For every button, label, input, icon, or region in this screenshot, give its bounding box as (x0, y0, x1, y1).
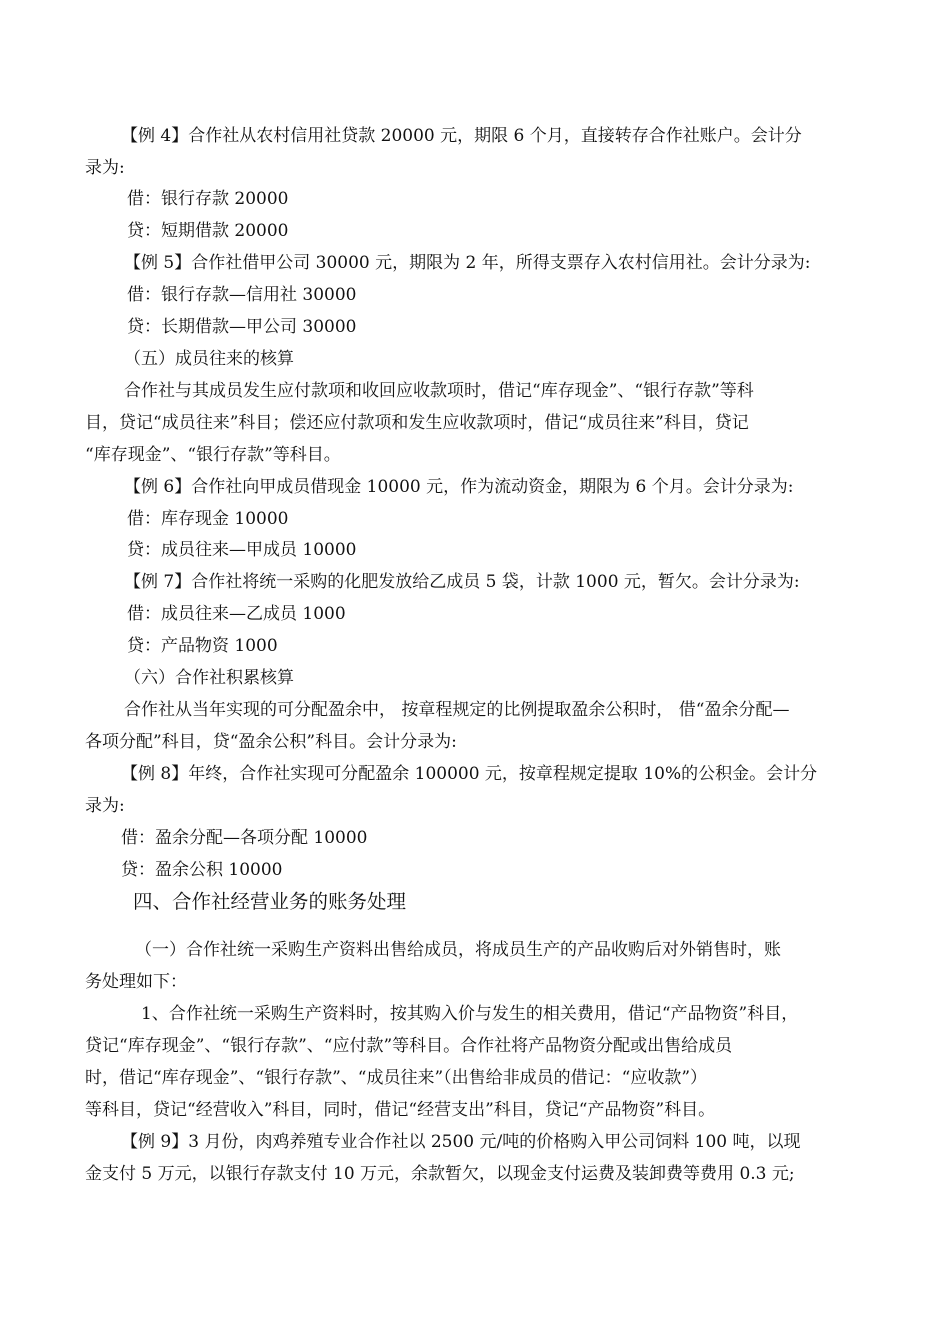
text-line: “库存现金”、“银行存款”等科目。 (85, 445, 341, 465)
text-line: 金支付 5 万元，以银行存款支付 10 万元，余款暂欠，以现金支付运费及装卸费等费用 0.3 元; (85, 1164, 795, 1184)
text-line: 录为: (85, 796, 125, 816)
text-line: 务处理如下： (85, 972, 187, 992)
text-line: 【例 7】合作社将统一采购的化肥发放给乙成员 5 袋，计款 1000 元，暂欠。会计分录为: (124, 572, 800, 592)
text-line: 【例 5】合作社借甲公司 30000 元，期限为 2 年，所得支票存入农村信用社。会计分录为: (124, 253, 811, 273)
text-line: 【例 6】合作社向甲成员借现金 10000 元，作为流动资金，期限为 6 个月。会计分录为: (124, 477, 794, 497)
text-line: 贷：短期借款 20000 (127, 221, 289, 241)
text-line: 合作社与其成员发生应付款项和收回应收款项时，借记“库存现金”、“银行存款”等科 (124, 381, 754, 401)
text-line: 时，借记“库存现金”、“银行存款”、“成员往来”（出售给非成员的借记：“应收款”） (85, 1068, 708, 1088)
text-line: 目，贷记“成员往来”科目；偿还应付款项和发生应收款项时，借记“成员往来”科目，贷记 (85, 413, 749, 433)
text-line: 各项分配”科目，贷“盈余公积”科目。会计分录为: (85, 732, 457, 752)
text-line: （一）合作社统一采购生产资料出售给成员，将成员生产的产品收购后对外销售时，账 (135, 940, 781, 960)
text-line: 【例 9】3 月份，肉鸡养殖专业合作社以 2500 元/吨的价格购入甲公司饲料 100 吨，以现 (121, 1132, 801, 1152)
text-line: 借：银行存款 20000 (127, 189, 289, 209)
text-line: 贷记“库存现金”、“银行存款”、“应付款”等科目。合作社将产品物资分配或出售给成员 (85, 1036, 733, 1056)
text-line: 合作社从当年实现的可分配盈余中， 按章程规定的比例提取盈余公积时， 借“盈余分配— (124, 700, 790, 720)
text-line: 借：盈余分配—各项分配 10000 (121, 828, 368, 848)
section-heading: （五）成员往来的核算 (124, 349, 294, 369)
section-heading: （六）合作社积累核算 (124, 668, 294, 688)
text-line: 借：库存现金 10000 (127, 509, 289, 529)
text-line: 【例 8】年终，合作社实现可分配盈余 100000 元，按章程规定提取 10%的公积金。会计分 (121, 764, 818, 784)
text-line: 贷：长期借款—甲公司 30000 (127, 317, 357, 337)
text-line: 借：银行存款—信用社 30000 (127, 285, 357, 305)
text-line: 1、合作社统一采购生产资料时，按其购入价与发生的相关费用，借记“产品物资”科目， (141, 1004, 799, 1024)
text-line: 录为: (85, 158, 125, 178)
text-line: 借：成员往来—乙成员 1000 (127, 604, 346, 624)
chapter-heading: 四、合作社经营业务的账务处理 (133, 890, 407, 913)
text-line: 【例 4】合作社从农村信用社贷款 20000 元，期限 6 个月，直接转存合作社账户。会计分 (121, 126, 802, 146)
text-line: 等科目，贷记“经营收入”科目，同时，借记“经营支出”科目，贷记“产品物资”科目。 (85, 1100, 716, 1120)
text-line: 贷：盈余公积 10000 (121, 860, 283, 880)
text-line: 贷：产品物资 1000 (127, 636, 278, 656)
text-line: 贷：成员往来—甲成员 10000 (127, 540, 357, 560)
